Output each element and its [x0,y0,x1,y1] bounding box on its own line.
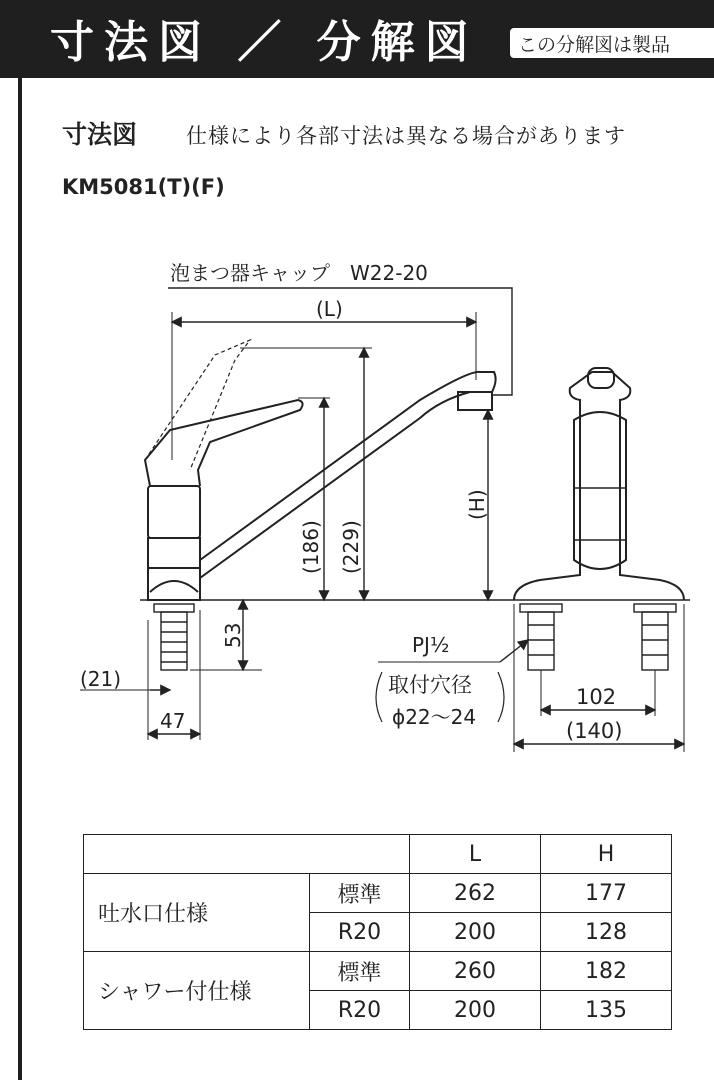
table-row [84,952,672,991]
table-header-row [84,835,672,874]
model-number: KM5081(T)(F) [62,175,225,199]
table-row [84,874,672,913]
dim-140-label: (140) [566,719,623,743]
cap-label: 泡まつ器キャップ W22-20 [170,261,428,285]
row-H: 177 [541,874,672,913]
header-title: 寸法図 ／ 分解図 [50,17,479,68]
dim-53-label: 53 [221,622,245,648]
header-L: L [410,835,541,874]
hole-label: 取付穴径 [388,673,472,697]
threaded-pipe-left [154,604,194,670]
lever-open-outline [145,340,250,470]
dim-229-label: (229) [339,520,363,574]
row-L: 262 [410,874,541,913]
header-bar [0,0,714,78]
row-H: 128 [541,913,672,952]
dim-47-label: 47 [160,709,186,733]
pj-label: PJ½ [412,633,450,657]
section-title: 寸法図 [62,120,138,149]
row-type: 標準 [310,874,410,913]
row-L: 260 [410,952,541,991]
row-H: 182 [541,952,672,991]
dim-102-label: 102 [576,685,617,709]
row-type: R20 [310,913,410,952]
group-label: 吐水口仕様 [84,874,310,952]
faucet-front-view [514,368,684,600]
spec-table [83,834,672,1030]
row-L: 200 [410,913,541,952]
row-type: R20 [310,991,410,1030]
dim-21-label: (21) [80,667,122,691]
dim-L-label: (L) [316,297,343,321]
row-L: 200 [410,991,541,1030]
hole-diameter: ϕ22〜24 [392,705,477,729]
section-note: 仕様により各部寸法は異なる場合があります [186,124,626,148]
header-H: H [541,835,672,874]
dimension-drawing [0,240,714,760]
faucet-side-view [140,372,690,600]
dim-H-label: (H) [465,489,489,520]
row-type: 標準 [310,952,410,991]
row-H: 135 [541,991,672,1030]
group-label: シャワー付仕様 [84,952,310,1030]
dim-186-label: (186) [299,520,323,574]
threaded-pipe-front [520,604,676,670]
header-note: この分解図は製品 [508,26,714,60]
